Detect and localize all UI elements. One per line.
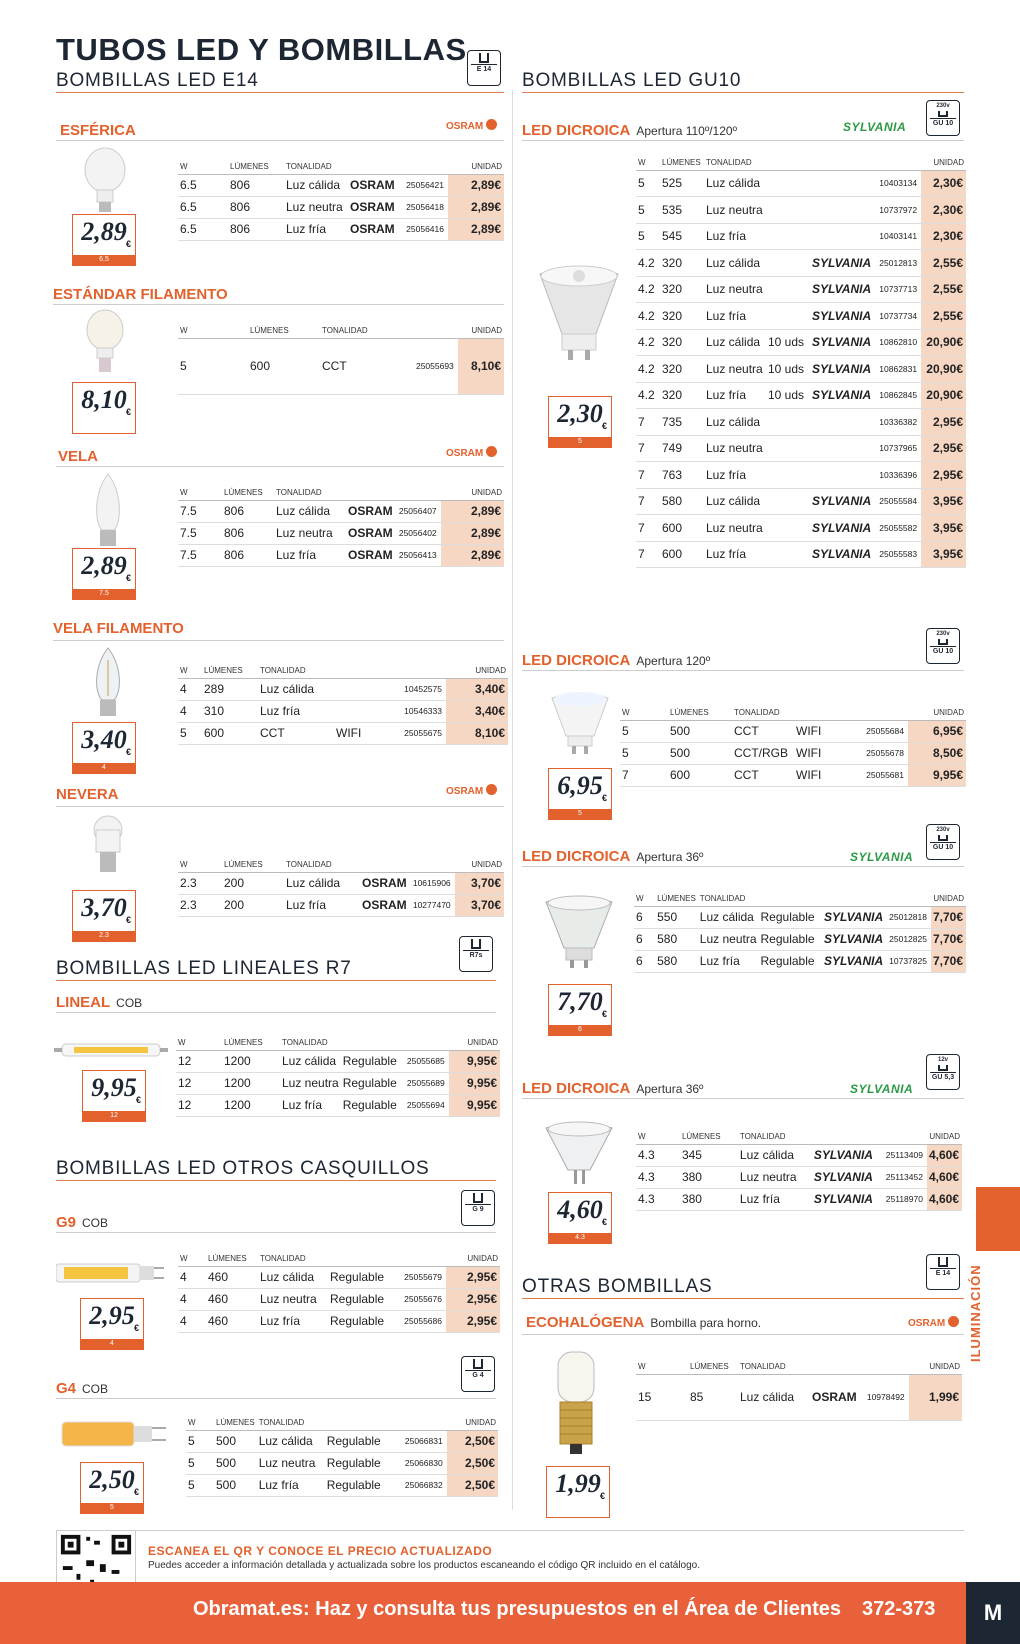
table-row: 7 600 Luz neutra SYLVANIA 25055582 3,95€: [636, 515, 966, 542]
price-tag-lineal: 9,95 € 12: [82, 1070, 146, 1122]
bulb-esferica-image: [80, 146, 130, 218]
price-tag-g9: 2,95 € 4: [80, 1298, 144, 1350]
bulb-dic2-image: [550, 690, 610, 760]
qr-title: ESCANEA EL QR Y CONOCE EL PRECIO ACTUALIZADO: [148, 1544, 493, 1558]
price-tag-filamento: 8,10 €: [72, 382, 136, 434]
product-lineal-title: LINEAL COB: [56, 994, 143, 1011]
table-row: 7 763 Luz fría 10336396 2,95€: [636, 462, 966, 489]
osram-logo: OSRAM: [446, 784, 497, 797]
product-eco-title: ECOHALÓGENA Bombilla para horno.: [526, 1314, 762, 1331]
table-g4: W LÚMENES TONALIDAD UNIDAD 5 500 Luz cálida Regulable 25066831 2,50€ 5 500 Luz neutra Regulable 25066830 2,50€ 5 500 Luz fría Regulable 25066832 2,50€: [186, 1414, 498, 1497]
bulb-filamento-image: [82, 308, 128, 384]
table-vela: W LÚMENES TONALIDAD UNIDAD 7.5 806 Luz cálida OSRAM 25056407 2,89€ 7.5 806 Luz neutra OSRAM 25056402 2,89€ 7.5 806 Luz fría OSRAM 25056413 2,89€: [178, 484, 504, 567]
g9-socket-icon: G 9: [461, 1190, 495, 1226]
table-filamento: W LÚMENES TONALIDAD UNIDAD 5 600 CCT 25055693 8,10€: [178, 322, 504, 395]
side-label: ILUMINACIÓN: [968, 1264, 983, 1362]
product-vela-title: VELA: [58, 448, 99, 465]
product-g9-title: G9 COB: [56, 1214, 109, 1231]
e14-socket-icon: E 14: [926, 1254, 960, 1290]
section-e14-title: BOMBILLAS LED E14: [56, 70, 259, 91]
bulb-nevera-image: [90, 814, 126, 884]
section-gu10-title: BOMBILLAS LED GU10: [522, 70, 742, 91]
obramat-logo: M: [966, 1582, 1020, 1644]
gu53-socket-icon: 12v GU 5,3: [926, 1054, 960, 1090]
bulb-vela-image: [88, 472, 128, 552]
sylvania-logo: SYLVANIA: [850, 1082, 914, 1096]
page-numbers: 372-373: [862, 1598, 936, 1620]
product-filamento-title: ESTÁNDAR FILAMENTO: [53, 286, 228, 303]
section-r7-title: BOMBILLAS LED LINEALES R7: [56, 958, 352, 979]
price-tag-g4: 2,50 € 5: [80, 1462, 144, 1514]
table-row: 5 535 Luz neutra 10737972 2,30€: [636, 197, 966, 224]
table-row: 4.2 320 Luz fría SYLVANIA 10737734 2,55€: [636, 303, 966, 330]
price-tag-dic4: 4,60 € 4.3: [548, 1192, 612, 1244]
table-row: 4.2 320 Luz cálida SYLVANIA 25012813 2,55€: [636, 250, 966, 277]
table-row: 7 735 Luz cálida 10336382 2,95€: [636, 409, 966, 436]
price-tag-dic1: 2,30 € 5: [548, 396, 612, 448]
table-row: 7 600 Luz fría SYLVANIA 25055583 3,95€: [636, 541, 966, 568]
sylvania-logo: SYLVANIA: [850, 850, 914, 864]
bulb-g9-image: [56, 1258, 166, 1288]
table-row: 7 749 Luz neutra 10737965 2,95€: [636, 435, 966, 462]
table-esferica: W LÚMENES TONALIDAD UNIDAD 6.5 806 Luz cálida OSRAM 25056421 2,89€ 6.5 806 Luz neutra OSRAM 25056418 2,89€ 6.5 806 Luz fría OSRAM 25056416 2,89€: [178, 158, 504, 241]
price-tag-vela: 2,89 € 7.5: [72, 548, 136, 600]
table-row: 4.2 320 Luz neutra 10 uds SYLVANIA 10862831 20,90€: [636, 356, 966, 383]
table-row: 5 545 Luz fría 10403141 2,30€: [636, 223, 966, 250]
gu10-socket-icon: 230v GU 10: [926, 628, 960, 664]
product-dic3-title: LED DICROICA Apertura 36º: [522, 848, 704, 865]
osram-logo: OSRAM: [908, 1316, 959, 1329]
table-row: 5 525 Luz cálida 10403134 2,30€: [636, 170, 966, 197]
table-dic4: W LÚMENES TONALIDAD UNIDAD 4.3 345 Luz cálida SYLVANIA 25113409 4,60€ 4.3 380 Luz neutra SYLVANIA 25113452 4,60€ 4.3 380 Luz fría SYLVANIA 25118970 4,60€: [636, 1128, 962, 1211]
footer-text[interactable]: Obramat.es: Haz y consulta tus presupuestos en el Área de Clientes: [193, 1598, 841, 1620]
bulb-lineal-image: [54, 1040, 168, 1060]
sylvania-logo: SYLVANIA: [843, 120, 907, 134]
product-g4-title: G4 COB: [56, 1380, 109, 1397]
osram-logo: OSRAM: [446, 119, 497, 132]
bulb-dic1-image: [536, 264, 622, 370]
table-lineal: W LÚMENES TONALIDAD UNIDAD 12 1200 Luz cálida Regulable 25055685 9,95€ 12 1200 Luz neutra Regulable 25055689 9,95€ 12 1200 Luz fría Regulable 25055694 9,95€: [176, 1034, 500, 1117]
price-tag-dic3: 7,70 € 6: [548, 984, 612, 1036]
bulb-velafil-image: [88, 646, 128, 722]
product-dic1-title: LED DICROICA Apertura 110º/120º: [522, 122, 737, 139]
g4-socket-icon: G 4: [461, 1356, 495, 1392]
price-tag-dic2: 6,95 € 5: [548, 768, 612, 820]
price-tag-esferica: 2,89 € 6.5: [72, 214, 136, 266]
table-g9: W LÚMENES TONALIDAD UNIDAD 4 460 Luz cálida Regulable 25055679 2,95€ 4 460 Luz neutra Regulable 25055676 2,95€ 4 460 Luz fría Regulable 25055686 2,95€: [178, 1250, 500, 1333]
price-tag-nevera: 3,70 € 2.3: [72, 890, 136, 942]
table-eco: W LÚMENES TONALIDAD UNIDAD 15 85 Luz cálida OSRAM 10978492 1,99€: [636, 1358, 962, 1421]
product-nevera-title: NEVERA: [56, 786, 119, 803]
gu10-socket-icon: 230v GU 10: [926, 824, 960, 860]
osram-logo: OSRAM: [446, 446, 497, 459]
table-row: 7 580 Luz cálida SYLVANIA 25055584 3,95€: [636, 488, 966, 515]
qr-text: Puedes acceder a información detallada y actualizada sobre los productos escaneando el código QR incluido en el catálogo.: [148, 1560, 701, 1571]
table-nevera: W LÚMENES TONALIDAD UNIDAD 2.3 200 Luz cálida OSRAM 10615906 3,70€ 2.3 200 Luz fría OSRAM 10277470 3,70€: [178, 856, 504, 917]
table-dic1: W LÚMENES TONALIDAD UNIDAD 5 525 Luz cálida 10403134 2,30€ 5 535 Luz neutra 10737972 2,30€ 5 545 Luz fría 10403141 2,30€ 4.2 320 Luz cálida SYLVANIA 25012813 2,55€ 4.2 320 Luz neutra SYLVANIA 10737713 2,55€ 4.2 320 Luz fría SYLVANIA 10737734 2,55€ 4.2 320 Luz cálida 10 uds SYLVANIA 10862810 20,90€ 4.2 320 Luz neutra 10 uds SYLVANIA 10862831 20,90€ 4.2 320 Luz fría 10 uds SYLVANIA 10862845 20,90€ 7 735 Luz cálida 10336382 2,95€ 7 749 Luz neutra 10737965 2,95€ 7 763 Luz fría 10336396 2,95€ 7 580 Luz cálida SYLVANIA 25055584 3,95€ 7 600 Luz neutra SYLVANIA 25055582 3,95€ 7 600 Luz fría SYLVANIA 25055583 3,95€: [636, 154, 966, 568]
e14-socket-icon: E 14: [467, 50, 501, 86]
product-velafil-title: VELA FILAMENTO: [53, 620, 184, 637]
price-tag-eco: 1,99 €: [546, 1466, 610, 1518]
product-esferica-title: ESFÉRICA: [60, 122, 136, 139]
footer-bar: [0, 1582, 1020, 1644]
table-row: 4.2 320 Luz neutra SYLVANIA 10737713 2,55€: [636, 276, 966, 303]
price-tag-velafil: 3,40 € 4: [72, 722, 136, 774]
page-title: TUBOS LED Y BOMBILLAS: [56, 32, 467, 67]
section-otras-title: OTRAS BOMBILLAS: [522, 1276, 713, 1297]
table-velafil: W LÚMENES TONALIDAD UNIDAD 4 289 Luz cálida 10452575 3,40€ 4 310 Luz fría 10546333 3,40€ 5 600 CCT WIFI 25055675 8,10€: [178, 662, 508, 745]
bulb-dic4-image: [544, 1120, 614, 1190]
table-row: 4.2 320 Luz cálida 10 uds SYLVANIA 10862810 20,90€: [636, 329, 966, 356]
gu10-socket-icon: 230v GU 10: [926, 100, 960, 136]
section-otros-title: BOMBILLAS LED OTROS CASQUILLOS: [56, 1158, 430, 1179]
table-dic3: W LÚMENES TONALIDAD UNIDAD 6 550 Luz cálida Regulable SYLVANIA 25012818 7,70€ 6 580 Luz neutra Regulable SYLVANIA 25012825 7,70€ 6 580 Luz fría Regulable SYLVANIA 10737825 7,70€: [634, 890, 966, 973]
bulb-dic3-image: [544, 894, 614, 974]
table-row: 4.2 320 Luz fría 10 uds SYLVANIA 10862845 20,90€: [636, 382, 966, 409]
bulb-eco-image: [548, 1350, 604, 1460]
product-dic2-title: LED DICROICA Apertura 120º: [522, 652, 711, 669]
r7s-socket-icon: R7s: [459, 936, 493, 972]
table-dic2: W LÚMENES TONALIDAD UNIDAD 5 500 CCT WIFI 25055684 6,95€ 5 500 CCT/RGB WIFI 25055678 8,50€ 7 600 CCT WIFI 25055681 9,95€: [620, 704, 966, 787]
bulb-g4-image: [60, 1416, 170, 1456]
product-dic4-title: LED DICROICA Apertura 36º: [522, 1080, 704, 1097]
